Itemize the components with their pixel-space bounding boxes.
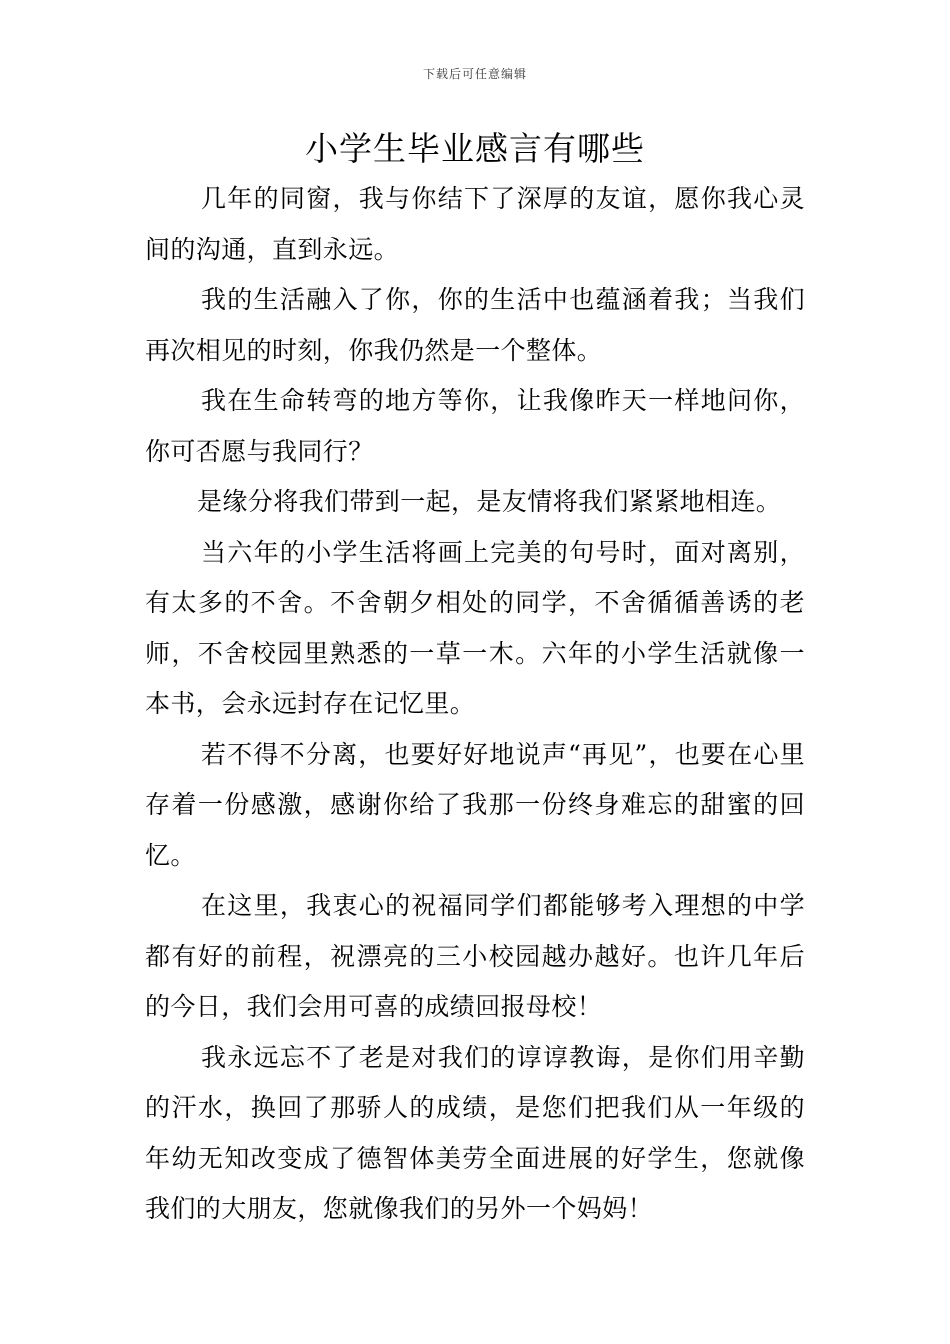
document-body — [145, 174, 805, 1235]
paragraph: 在这里，我衷心的祝福同学们都能够考入理想的中学都有好的前程，祝漂亮的三小校园越办越好。也许几年后的今日，我们会用可喜的成绩回报母校！ — [145, 891, 805, 1021]
header-note: 下载后可任意编辑 — [422, 67, 527, 81]
paragraph: 我在生命转弯的地方等你，让我像昨天一样地问你，你可否愿与我同行？ — [145, 386, 805, 466]
paragraph: 几年的同窗，我与你结下了深厚的友谊，愿你我心灵间的沟通，直到永远。 — [145, 184, 805, 264]
paragraph: 我的生活融入了你，你的生活中也蕴涵着我；当我们再次相见的时刻，你我仍然是一个整体。 — [145, 285, 805, 365]
paragraph: 是缘分将我们带到一起，是友情将我们紧紧地相连。 — [197, 487, 782, 516]
paragraph: 若不得不分离，也要好好地说声“再见”，也要在心里存着一份感激，感谢你给了我那一份终身难忘的甜蜜的回忆。 — [145, 739, 805, 870]
paragraph: 当六年的小学生活将画上完美的句号时，面对离别，有太多的不舍。不舍朝夕相处的同学，不舍循循善诱的老师，不舍校园里熟悉的一草一木。六年的小学生活就像一本书，会永远封存在记忆里。 — [145, 537, 805, 718]
document-title: 小学生毕业感言有哪些 — [305, 129, 645, 168]
paragraph: 我永远忘不了老是对我们的谆谆教诲，是你们用辛勤的汗水，换回了那骄人的成绩，是您们把我们从一年级的年幼无知改变成了德智体美劳全面进展的好学生，您就像我们的大朋友，您就像我们的另外一个妈妈！ — [145, 1042, 805, 1223]
